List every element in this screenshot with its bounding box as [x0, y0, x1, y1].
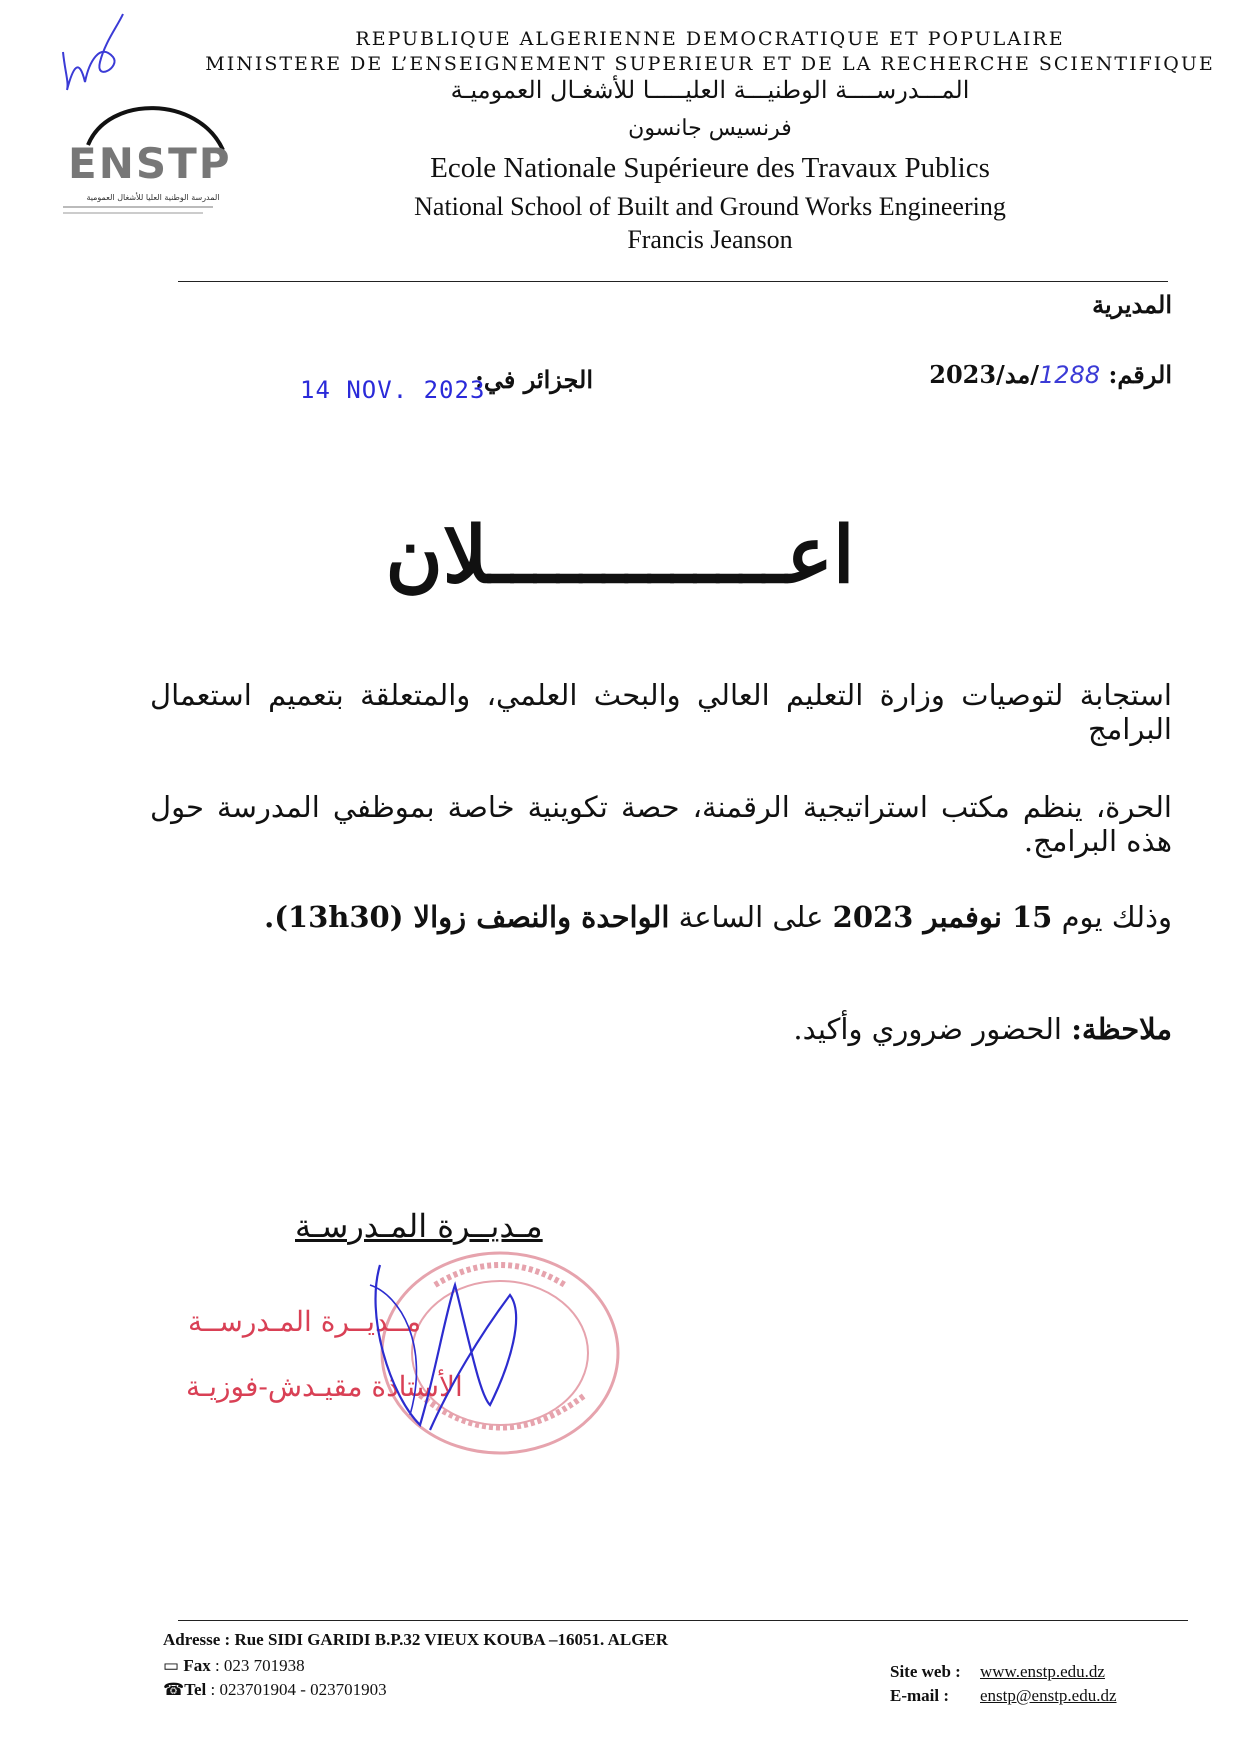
- logo-text: ENSTP: [68, 139, 232, 188]
- footer-email: [890, 1686, 1117, 1706]
- school-patron-name: Francis Jeanson: [627, 225, 793, 254]
- logo-caption: المدرسة الوطنية العليا للأشغال العمومية: [86, 193, 220, 202]
- header-divider: [178, 281, 1168, 282]
- paragraph-1: استجابة لتوصيات وزارة التعليم العالي والبحث العلمي، والمتعلقة بتعميم استعمال البرامج: [150, 678, 1172, 746]
- ministry-line: MINISTERE DE L’ENSEIGNEMENT SUPERIEUR ET DE LA RECHERCHE SCIENTIFIQUE: [205, 53, 1215, 75]
- republic-line: REPUBLIQUE ALGERIENNE DEMOCRATIQUE ET POPULAIRE: [355, 28, 1065, 50]
- note: [150, 1012, 1172, 1046]
- phone-icon: ☎: [163, 1680, 185, 1699]
- note-text: الحضور ضروري وأكيد.: [793, 1012, 1072, 1046]
- date-stamp: 14 NOV. 2023: [300, 376, 486, 404]
- web-label: Site web :: [890, 1662, 961, 1681]
- footer-tel: [163, 1680, 387, 1700]
- handwritten-initials: [55, 12, 135, 92]
- stamp-name-line: الأستاذة مقيـدش-فوزيـة: [186, 1370, 463, 1403]
- p3-date: 15 نوفمبر 2023: [832, 900, 1053, 934]
- paragraph-3: [150, 900, 1172, 934]
- department-label: المديرية: [1092, 290, 1172, 319]
- announcement-title: اعـــــــــــــلان: [385, 510, 855, 601]
- fax-label: Fax: [183, 1656, 211, 1675]
- footer-website: [890, 1662, 1105, 1682]
- school-name-english: National School of Built and Ground Works Engineering: [414, 192, 1006, 221]
- web-link[interactable]: www.enstp.edu.dz: [980, 1662, 1105, 1681]
- handwritten-signature: [360, 1255, 530, 1435]
- reference-label: الرقم:: [1108, 360, 1172, 389]
- reference-number: [929, 360, 1172, 389]
- footer-divider: [178, 1620, 1188, 1621]
- p3-time: الواحدة والنصف زوالا (13h30).: [264, 900, 670, 934]
- p3-start: وذلك يوم: [1052, 900, 1172, 934]
- p3-mid: على الساعة: [669, 900, 833, 934]
- reference-suffix: /مد/2023: [929, 360, 1040, 389]
- school-name-french: Ecole Nationale Supérieure des Travaux Publics: [430, 152, 990, 184]
- note-label: ملاحظة:: [1071, 1012, 1172, 1046]
- stamp-title-line: مــديــرة المـدرســة: [188, 1305, 422, 1338]
- place-date-label: الجزائر في:: [475, 365, 593, 394]
- email-label: E-mail :: [890, 1686, 950, 1705]
- fax-value: : 023 701938: [214, 1656, 305, 1675]
- reference-handwritten-number: 1288: [1039, 361, 1101, 389]
- footer-address: Adresse : Rue SIDI GARIDI B.P.32 VIEUX KOUBA –16051. ALGER: [163, 1630, 669, 1649]
- email-link[interactable]: enstp@enstp.edu.dz: [980, 1686, 1117, 1705]
- school-name-arabic: المـــدرســــة الوطنيـــة العليـــــا للأشغـال العموميـة: [450, 76, 970, 104]
- tel-value: : 023701904 - 023701903: [210, 1680, 387, 1699]
- signatory-title: مـديــرة المـدرسـة: [295, 1207, 543, 1245]
- school-subname-arabic: فرنسيس جانسون: [628, 116, 792, 141]
- paragraph-2: الحرة، ينظم مكتب استراتيجية الرقمنة، حصة تكوينية خاصة بموظفي المدرسة حول هذه البرامج.: [150, 790, 1172, 858]
- fax-icon: ▭: [163, 1656, 180, 1675]
- footer-fax: [163, 1656, 305, 1676]
- tel-label: Tel: [184, 1680, 207, 1699]
